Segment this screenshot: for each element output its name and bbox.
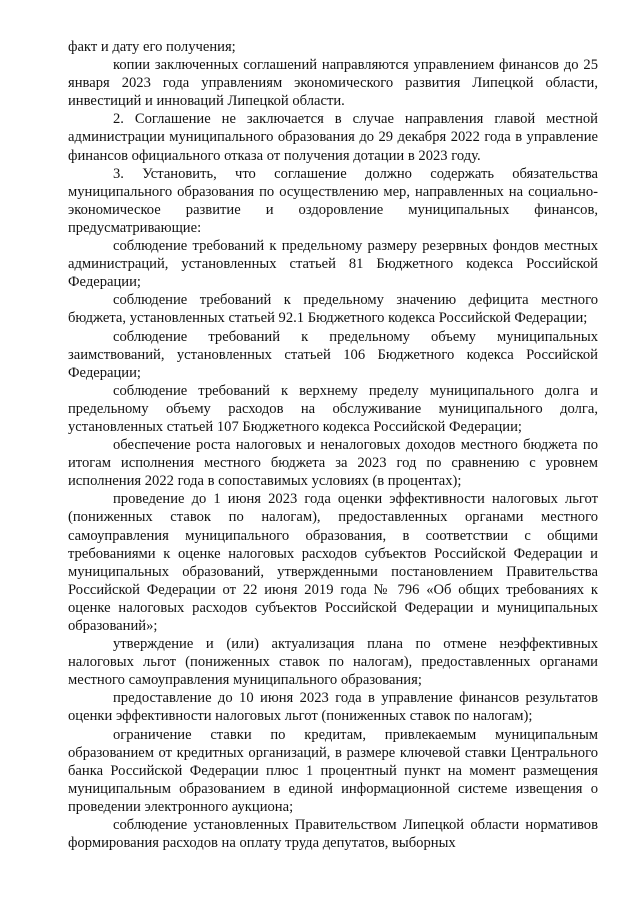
paragraph-item-2: 2. Соглашение не заключается в случае направления главой местной администрации муниципального образования до 29 декабря 2022 года в управление финансов официального отказа от получения дотации в 2023 году.: [68, 111, 598, 164]
paragraph-salary-norms: соблюдение установленных Правительством Липецкой области нормативов формирования расходов на оплату труда депутатов, выборных: [68, 817, 598, 852]
paragraph-receipt-date: факт и дату его получения;: [68, 39, 236, 55]
paragraph-reserve-funds: соблюдение требований к предельному размеру резервных фондов местных администраций, установленных статьей 81 Бюджетного кодекса Российской Федерации;: [68, 238, 598, 291]
paragraph-debt-limit: соблюдение требований к верхнему пределу муниципального долга и предельному объему расходов на обслуживание муниципального долга, установленных статьей 107 Бюджетного кодекса Российской Федерации;: [68, 382, 598, 435]
paragraph-results-submission: предоставление до 10 июня 2023 года в управление финансов результатов оценки эффективности налоговых льгот (пониженных ставок по налогам);: [68, 690, 598, 725]
paragraph-agreement-copies: копии заключенных соглашений направляются управлением финансов до 25 января 2023 года управлениям экономического развития Липецкой области, инвестиций и инноваций Липецкой области.: [68, 57, 598, 110]
paragraph-item-3: 3. Установить, что соглашение должно содержать обязательства муниципального образования по осуществлению мер, направленных на социально-экономическое развитие и оздоровление муниципальных финансов, предусматривающие:: [68, 165, 598, 236]
paragraph-tax-benefits-assessment: проведение до 1 июня 2023 года оценки эффективности налоговых льгот (пониженных ставок по налогам), предоставленных органами местного самоуправления муниципального образования, в соответствии с общими требованиями к оценке налоговых расходов субъектов Российской Федерации и муниципальных образований, утвержденными постановлением Правительства Российской Федерации от 22 июня 2019 года № 796 «Об общих требованиях к оценке налоговых расходов субъектов Российской Федерации и муниципальных образований»;: [68, 491, 598, 634]
paragraph-credit-rate-limit: ограничение ставки по кредитам, привлекаемым муниципальным образованием от кредитных организаций, в размере ключевой ставки Центрального банка Российской Федерации плюс 1 процентный пункт на момент размещения муниципальным образованием в единой информационной системе извещения о проведении электронного аукциона;: [68, 726, 598, 815]
paragraph-borrowings: соблюдение требований к предельному объему муниципальных заимствований, установленных статьей 106 Бюджетного кодекса Российской Федерации;: [68, 328, 598, 381]
paragraph-revenue-growth: обеспечение роста налоговых и неналоговых доходов местного бюджета по итогам исполнения местного бюджета за 2023 год по сравнению с уровнем исполнения 2022 года в сопоставимых условиях (в процентах);: [68, 437, 598, 490]
document-page: [68, 38, 598, 852]
paragraph-plan-approval: утверждение и (или) актуализация плана по отмене неэффективных налоговых льгот (пониженных ставок по налогам), предоставленных органами местного самоуправления муниципального образования;: [68, 636, 598, 689]
paragraph-deficit: соблюдение требований к предельному значению дефицита местного бюджета, установленных статьей 92.1 Бюджетного кодекса Российской Федерации;: [68, 292, 598, 327]
